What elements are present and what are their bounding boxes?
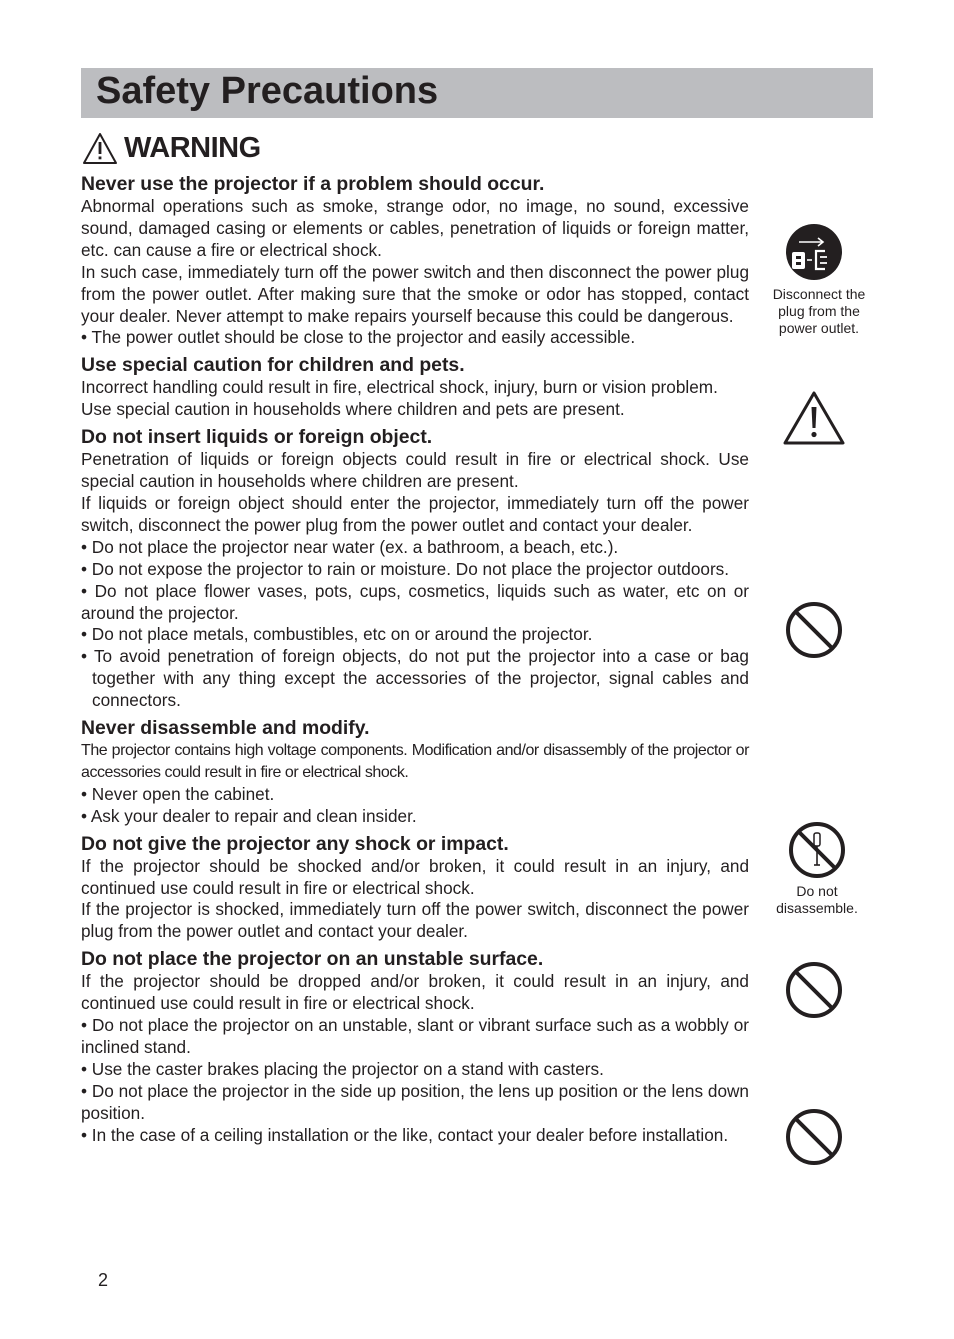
unplug-caption: Disconnect the plug from the power outlet. [772, 286, 866, 336]
section-heading: Do not place the projector on an unstable surface. [81, 948, 544, 971]
bullet: • The power outlet should be close to the projector and easily accessible. [81, 327, 636, 348]
bullet: • Do not expose the projector to rain or moisture. Do not place the projector outdoors. [81, 558, 730, 579]
page-number: 2 [98, 1270, 109, 1290]
no-disassemble-icon [788, 821, 846, 879]
unplug-icon [785, 223, 843, 281]
section-heading: Never use the projector if a problem should occur. [81, 173, 545, 195]
paragraph: If the projector should be dropped and/or broken, it could result in an injury, and continued use could result in fire or electrical shock. [81, 971, 749, 1014]
page-title: Safety Precautions [96, 70, 439, 112]
paragraph: In such case, immediately turn off the power switch and then disconnect the power plug from the power outlet. After making sure that the smoke or odor has stopped, contact your dealer. Never attempt to make repairs yourself because this could be dangerous. [81, 261, 749, 326]
bullet: • Do not place the projector in the side up position, the lens up position or the lens down position. [81, 1080, 749, 1123]
paragraph: If the projector should be shocked and/or broken, it could result in an injury, and continued use could result in fire or electrical shock. [81, 855, 749, 898]
disassemble-caption: Do not disassemble. [776, 883, 858, 916]
section-heading: Use special caution for children and pets. [81, 354, 465, 377]
section-heading: Do not give the projector any shock or impact. [81, 832, 509, 855]
caution-triangle-icon [782, 390, 846, 446]
paragraph: Penetration of liquids or foreign objects could result in fire or electrical shock. Use special caution in households where children are present. [81, 449, 749, 492]
content [81, 173, 749, 1152]
prohibited-icon [785, 1108, 843, 1166]
prohibited-icon [785, 961, 843, 1019]
bullet: • Never open the cabinet. [81, 783, 275, 804]
bullet: • Do not place the projector on an unstable, slant or vibrant surface such as a wobbly or inclined stand. [81, 1015, 749, 1057]
bullet: • Do not place metals, combustibles, etc on or around the projector. [81, 624, 593, 645]
bullet: • Do not place flower vases, pots, cups, cosmetics, liquids such as water, etc on or around the projector. [81, 580, 749, 623]
bullet: • Ask your dealer to repair and clean insider. [81, 805, 417, 826]
section-unstable [81, 948, 749, 1146]
bullet: • Use the caster brakes placing the projector on a stand with casters. [81, 1058, 604, 1079]
section-liquids [81, 426, 749, 712]
title-bar [81, 68, 873, 118]
warning-label: WARNING [124, 131, 261, 164]
bullet: • To avoid penetration of foreign objects, do not put the projector into a case or bag together with any thing except the accessories of the projector, signal cables and connectors. [81, 646, 749, 711]
section-disassemble [81, 717, 749, 828]
paragraph: Use special caution in households where children and pets are present. [81, 399, 625, 420]
section-children [81, 354, 749, 421]
bullet: • Do not place the projector near water (ex. a bathroom, a beach, etc.). [81, 536, 619, 557]
warning-header [82, 130, 261, 166]
paragraph: The projector contains high voltage components. Modification and/or disassembly of the projector or accessories could result in fire or electrical shock. [81, 742, 749, 781]
paragraph: If liquids or foreign object should enter the projector, immediately turn off the power switch, disconnect the power plug from the power outlet and contact your dealer. [81, 492, 749, 535]
section-heading: Do not insert liquids or foreign object. [81, 426, 433, 449]
section-problem [81, 173, 749, 349]
paragraph: Incorrect handling could result in fire, electrical shock, injury, burn or vision problem. [81, 377, 718, 398]
section-shock [81, 833, 749, 944]
prohibited-icon [785, 601, 843, 659]
paragraph: Abnormal operations such as smoke, strange odor, no image, no sound, excessive sound, damaged casing or elements or cables, penetration of liquids or foreign matter, etc. can cause a fire or electrical shock. [81, 196, 749, 260]
section-heading: Never disassemble and modify. [81, 717, 370, 740]
bullet: • In the case of a ceiling installation or the like, contact your dealer before installation. [81, 1124, 729, 1145]
warning-triangle-icon [82, 132, 118, 165]
paragraph: If the projector is shocked, immediately turn off the power switch, disconnect the power plug from the power outlet and contact your dealer. [81, 899, 749, 942]
